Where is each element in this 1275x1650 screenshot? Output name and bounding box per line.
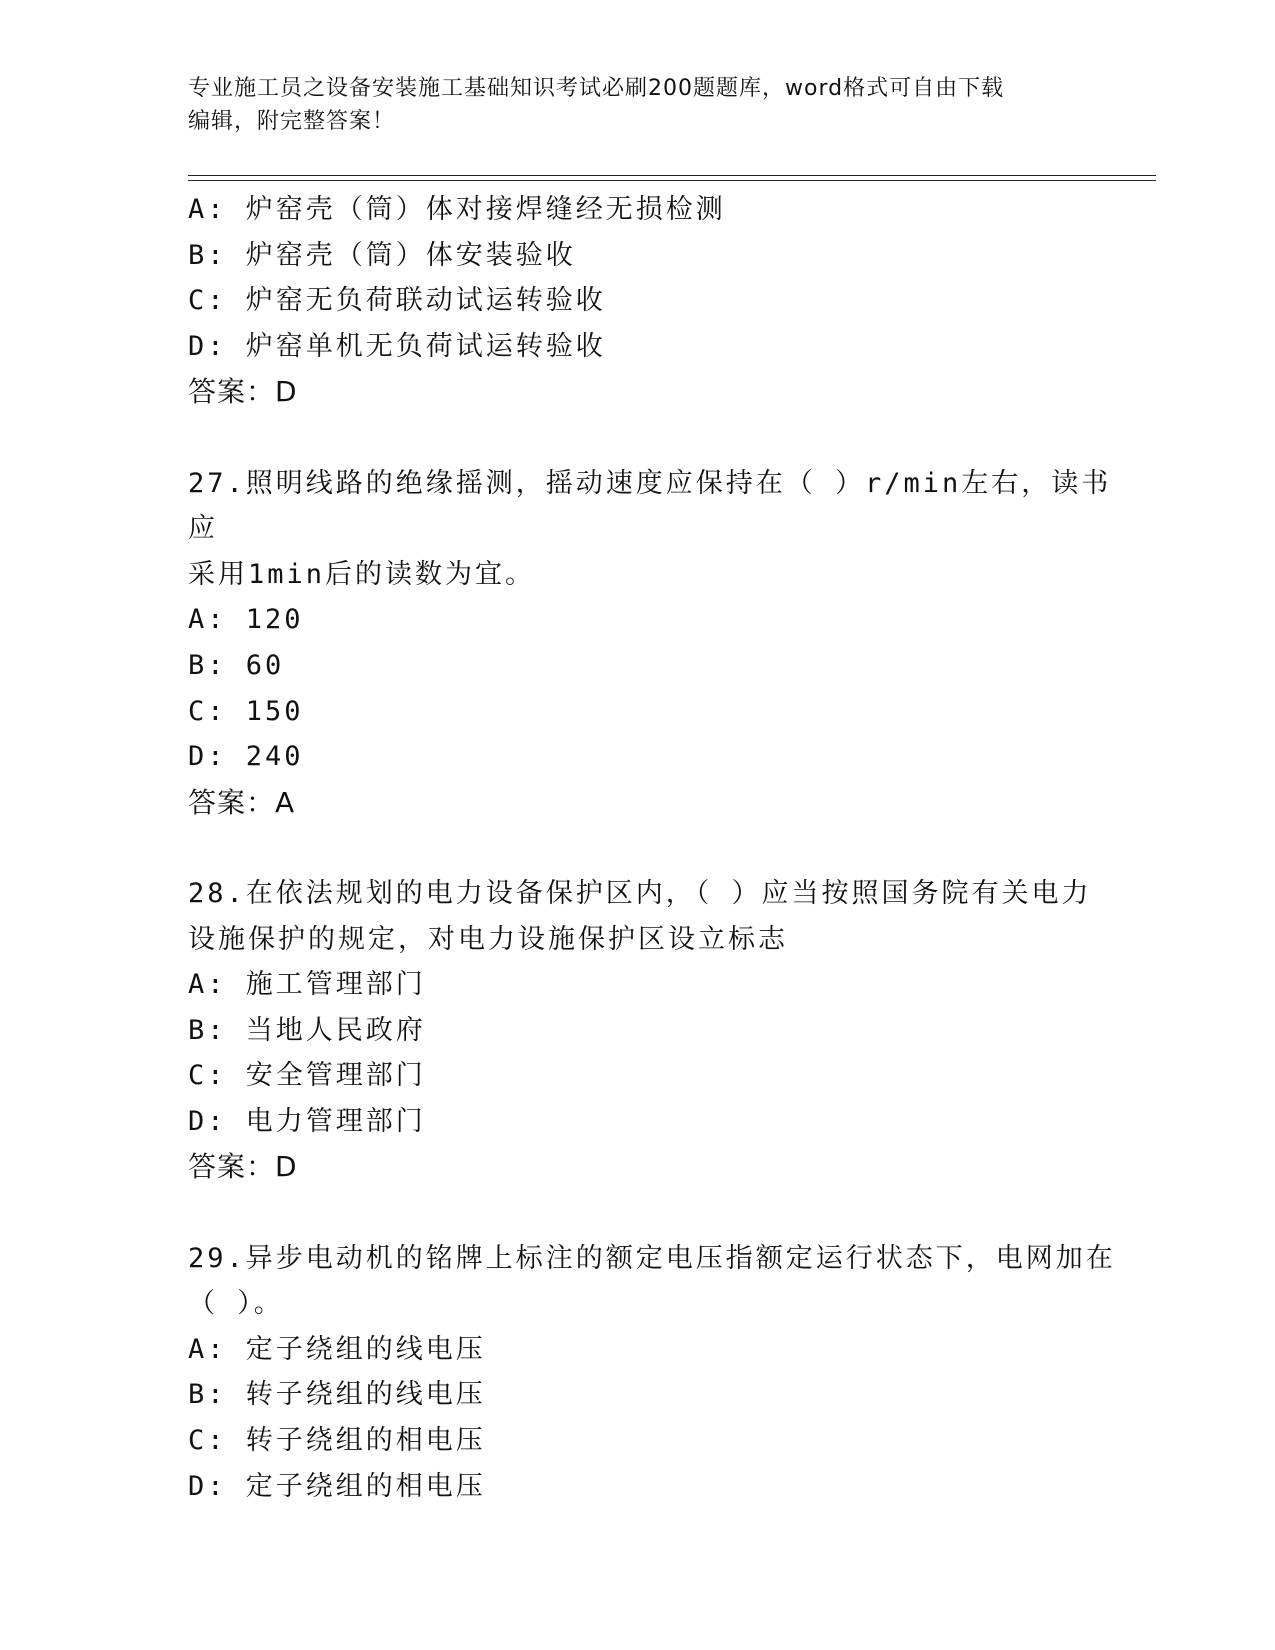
question-29 <box>188 1236 1118 1510</box>
option-c: C: 炉窑无负荷联动试运转验收 <box>188 285 606 317</box>
option-b: B: 炉窑壳（筒）体安装验收 <box>188 239 576 271</box>
question-26 <box>188 187 1118 415</box>
answer-line: 答案：D <box>188 1150 298 1184</box>
question-stem-line-2: （ ）。 <box>188 1288 284 1320</box>
option-d: D: 240 <box>188 741 304 773</box>
option-c: C: 安全管理部门 <box>188 1060 426 1092</box>
document-header <box>188 72 1088 138</box>
spacer <box>188 415 1118 461</box>
header-divider-top <box>188 175 1156 176</box>
question-stem-line-1: 29.异步电动机的铭牌上标注的额定电压指额定运行状态下，电网加在 <box>188 1242 1116 1274</box>
option-d: D: 炉窑单机无负荷试运转验收 <box>188 330 606 362</box>
option-a: A: 定子绕组的线电压 <box>188 1333 486 1365</box>
spacer <box>188 1190 1118 1236</box>
header-title-line-1: 专业施工员之设备安装施工基础知识考试必刷200题题库，word格式可自由下载 <box>188 76 1005 101</box>
header-title-line-2: 编辑，附完整答案！ <box>188 109 396 134</box>
answer-line: 答案：D <box>188 375 298 409</box>
question-28 <box>188 871 1118 1190</box>
question-27 <box>188 461 1118 826</box>
question-stem-line-2: 采用1min后的读数为宜。 <box>188 558 536 590</box>
option-c: C: 转子绕组的相电压 <box>188 1425 486 1457</box>
option-a: A: 施工管理部门 <box>188 969 426 1001</box>
option-a: A: 炉窑壳（筒）体对接焊缝经无损检测 <box>188 194 726 225</box>
option-d: D: 电力管理部门 <box>188 1105 426 1137</box>
question-stem-line-1: 27.照明线路的绝缘摇测，摇动速度应保持在（ ）r/min左右，读书应 <box>188 467 1112 545</box>
question-stem-line-1: 28.在依法规划的电力设备保护区内，（ ）应当按照国务院有关电力 <box>188 877 1092 909</box>
option-a: A: 120 <box>188 604 304 636</box>
spacer <box>188 825 1118 871</box>
question-list <box>188 187 1118 1509</box>
option-c: C: 150 <box>188 695 304 727</box>
option-d: D: 定子绕组的相电压 <box>188 1470 486 1502</box>
answer-line: 答案：A <box>188 785 296 819</box>
option-b: B: 60 <box>188 649 285 681</box>
question-stem-line-2: 设施保护的规定，对电力设施保护区设立标志 <box>188 923 788 955</box>
option-b: B: 转子绕组的线电压 <box>188 1379 486 1411</box>
option-b: B: 当地人民政府 <box>188 1014 426 1046</box>
header-divider-bottom <box>188 180 1156 181</box>
